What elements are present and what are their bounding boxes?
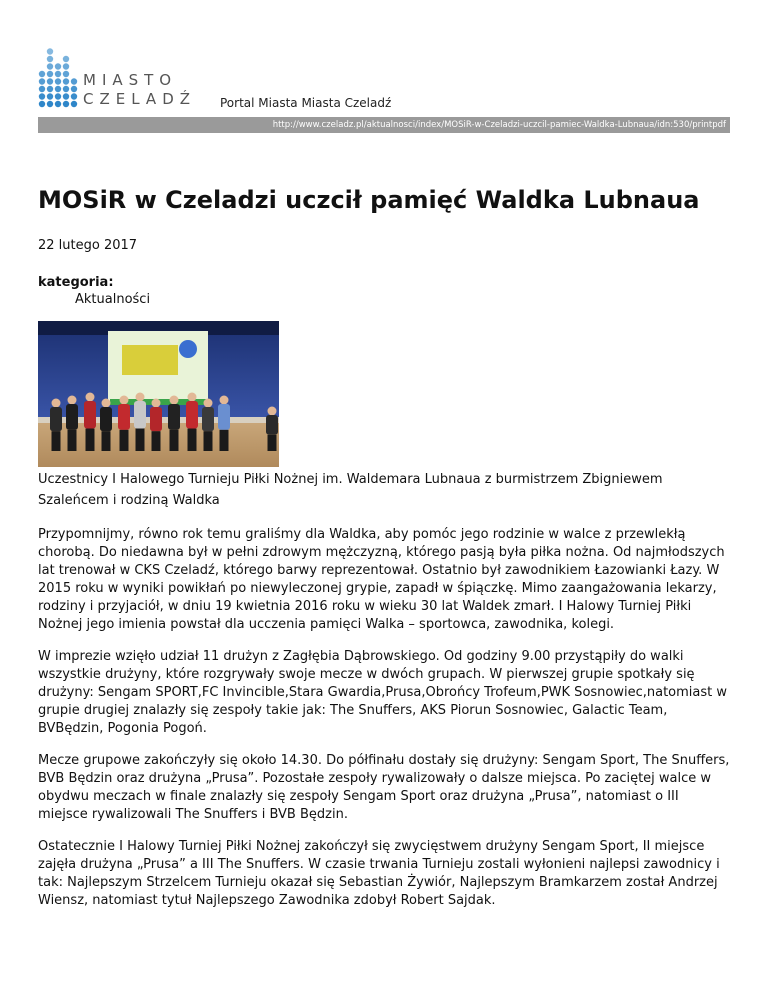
article-date: 22 lutego 2017 (38, 238, 138, 253)
paragraph-4: Ostatecznie I Halowy Turniej Piłki Nożnej zakończył się zwycięstwem drużyny Sengam Sport, II miejsce zajęła drużyna „Prusa” a III The Snuffers. W czasie trwania Turnieju zostali wyłonieni najlepsi zawodnicy i tak: Najlepszym Strzelcem Turnieju okazał się Sebastian Żywiór, Najlepszym Bramkarzem został Andrzej Wiensz, natomiast tytuł Najlepszego Zawodnika zdobył Robert Sajdak. (38, 839, 720, 908)
category-label: kategoria: (38, 275, 114, 290)
paragraph-2: W imprezie wzięło udział 11 drużyn z Zagłębia Dąbrowskiego. Od godziny 9.00 przystąpiły do walki wszystkie drużyny, które rozgrywały swoje mecze w dwóch grupach. W pierwszej grupie spotkały się drużyny: Sengam SPORT,FC Invincible,Stara Gwardia,Prusa,Obrońcy Trofeum,PWK Sosnowiec,natomiast w grupie drugiej znalazły się zespoły takie jak: The Snuffers, AKS Piorun Sosnowiec, Galactic Team, BVBędzin, Pogonia Pogoń. (38, 649, 728, 736)
miasto-czeladz-logo (38, 38, 218, 108)
source-url[interactable]: http://www.czeladz.pl/aktualnosci/index/MOSiR-w-Czeladzi-uczcil-pamiec-Waldka-Lubnaua/idn:530/printpdf (38, 117, 730, 133)
photo-caption: Uczestnicy I Halowego Turnieju Piłki Nożnej im. Waldemara Lubnaua z burmistrzem Zbigniewem Szaleńcem i rodziną Waldka (38, 472, 663, 508)
logo-line-1: MIASTO (83, 71, 178, 89)
paragraph-1: Przypomnijmy, równo rok temu graliśmy dla Waldka, aby pomóc jego rodzinie w walce z przewlekłą chorobą. Do niedawna był w pełni zdrowym mężczyzną, którego pasją była piłka nożna. Od najmłodszych lat trenował w CKS Czeladź, którego barwy reprezentował. Ostatnio był zawodnikiem Łazowianki Łazy. W 2015 roku w wyniki powikłań po niewyleczonej grypie, zapadł w śpiączkę. Mimo zaangażowania lekarzy, rodziny i przyjaciół, w dniu 19 kwietnia 2016 roku w wieku 30 lat Waldek zmarł. I Halowy Turniej Piłki Nożnej jego imienia powstał dla ucczenia pamięci Walka – sportowca, zawodnika, kolegi. (38, 527, 725, 632)
logo-line-2: CZELADŹ (83, 90, 197, 108)
logo-dots-icon (39, 48, 77, 107)
category-value[interactable]: Aktualności (75, 292, 151, 307)
article-title: MOSiR w Czeladzi uczcił pamięć Waldka Lubnaua (38, 186, 700, 214)
article (38, 184, 730, 910)
team-photo (38, 321, 279, 467)
portal-name: Portal Miasta Miasta Czeladź (220, 96, 392, 110)
paragraph-3: Mecze grupowe zakończyły się około 14.30. Do półfinału dostały się drużyny: Sengam Sport, The Snuffers, BVB Będzin oraz drużyna „Prusa”. Pozostałe zespoły rywalizowały o dalsze miejsca. Po zaciętej walce w obydwu meczach w finale znalazły się zespoły Sengam Sport oraz drużyna „Prusa”, natomiast o III miejsce rywalizowali The Snuffers i BVB Będzin. (38, 753, 730, 822)
